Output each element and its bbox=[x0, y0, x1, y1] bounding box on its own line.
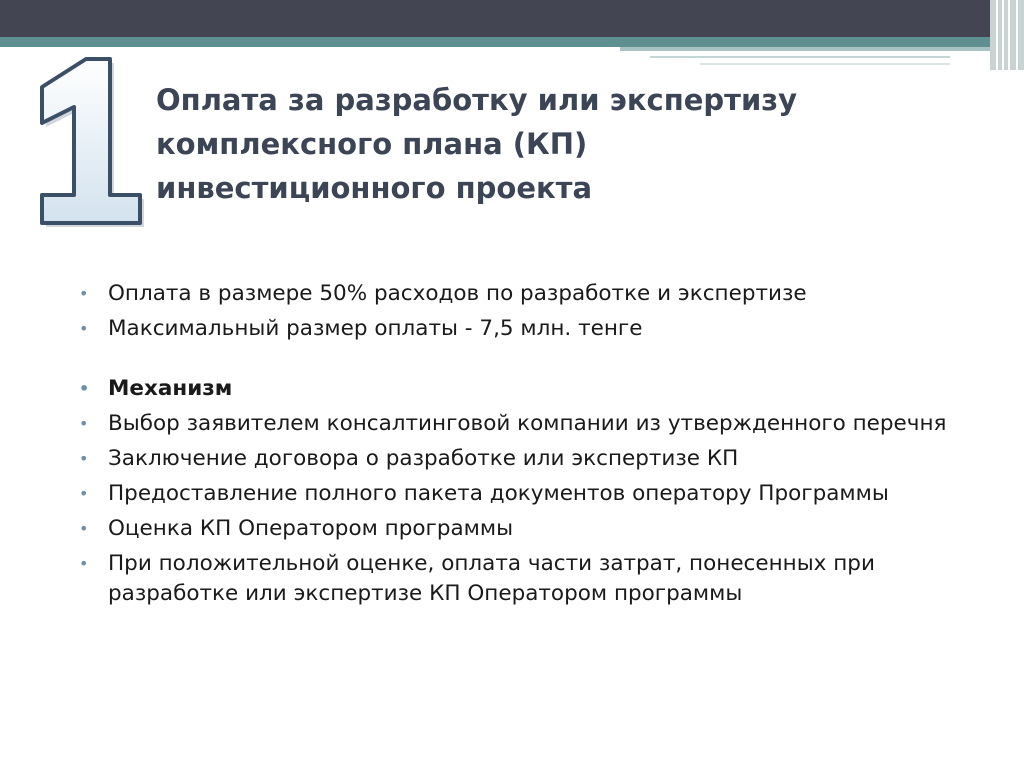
corner-panel bbox=[990, 0, 1024, 70]
bullet-item-heading: • Механизм bbox=[78, 374, 978, 404]
bullet-item: • Оплата в размере 50% расходов по разработке и экспертизе bbox=[78, 279, 978, 309]
title-line: Оплата за разработку или экспертизу bbox=[156, 83, 798, 117]
digit-one bbox=[42, 59, 140, 223]
bullet-item: • Выбор заявителем консалтинговой компании из утвержденного перечня bbox=[78, 409, 978, 439]
slide-number-digit bbox=[22, 45, 152, 230]
accent-line bbox=[620, 47, 990, 51]
bullet-item: • Оценка КП Оператором программы bbox=[78, 514, 978, 544]
bullet-list bbox=[78, 279, 978, 614]
top-bar bbox=[0, 0, 1024, 38]
title-line: инвестиционного проекта bbox=[156, 171, 593, 205]
accent-stripe bbox=[0, 37, 1024, 47]
accent-line bbox=[650, 56, 950, 58]
corner-stripe bbox=[1016, 0, 1018, 70]
corner-stripe bbox=[996, 0, 998, 70]
bullet-item: • Заключение договора о разработке или экспертизе КП bbox=[78, 444, 978, 474]
accent-line bbox=[700, 63, 950, 65]
bullet-item: • Максимальный размер оплаты - 7,5 млн. тенге bbox=[78, 314, 978, 344]
slide-number-text: 1 bbox=[22, 45, 23, 46]
bullet-item: • При положительной оценке, оплата части затрат, понесенных при разработке или экспертизе КП Оператором программы bbox=[78, 549, 978, 609]
slide-title bbox=[156, 78, 986, 210]
corner-stripe bbox=[1008, 0, 1010, 70]
title-line: комплексного плана (КП) bbox=[156, 127, 588, 161]
bullet-item: • Предоставление полного пакета документов оператору Программы bbox=[78, 479, 978, 509]
corner-stripe bbox=[1002, 0, 1004, 70]
